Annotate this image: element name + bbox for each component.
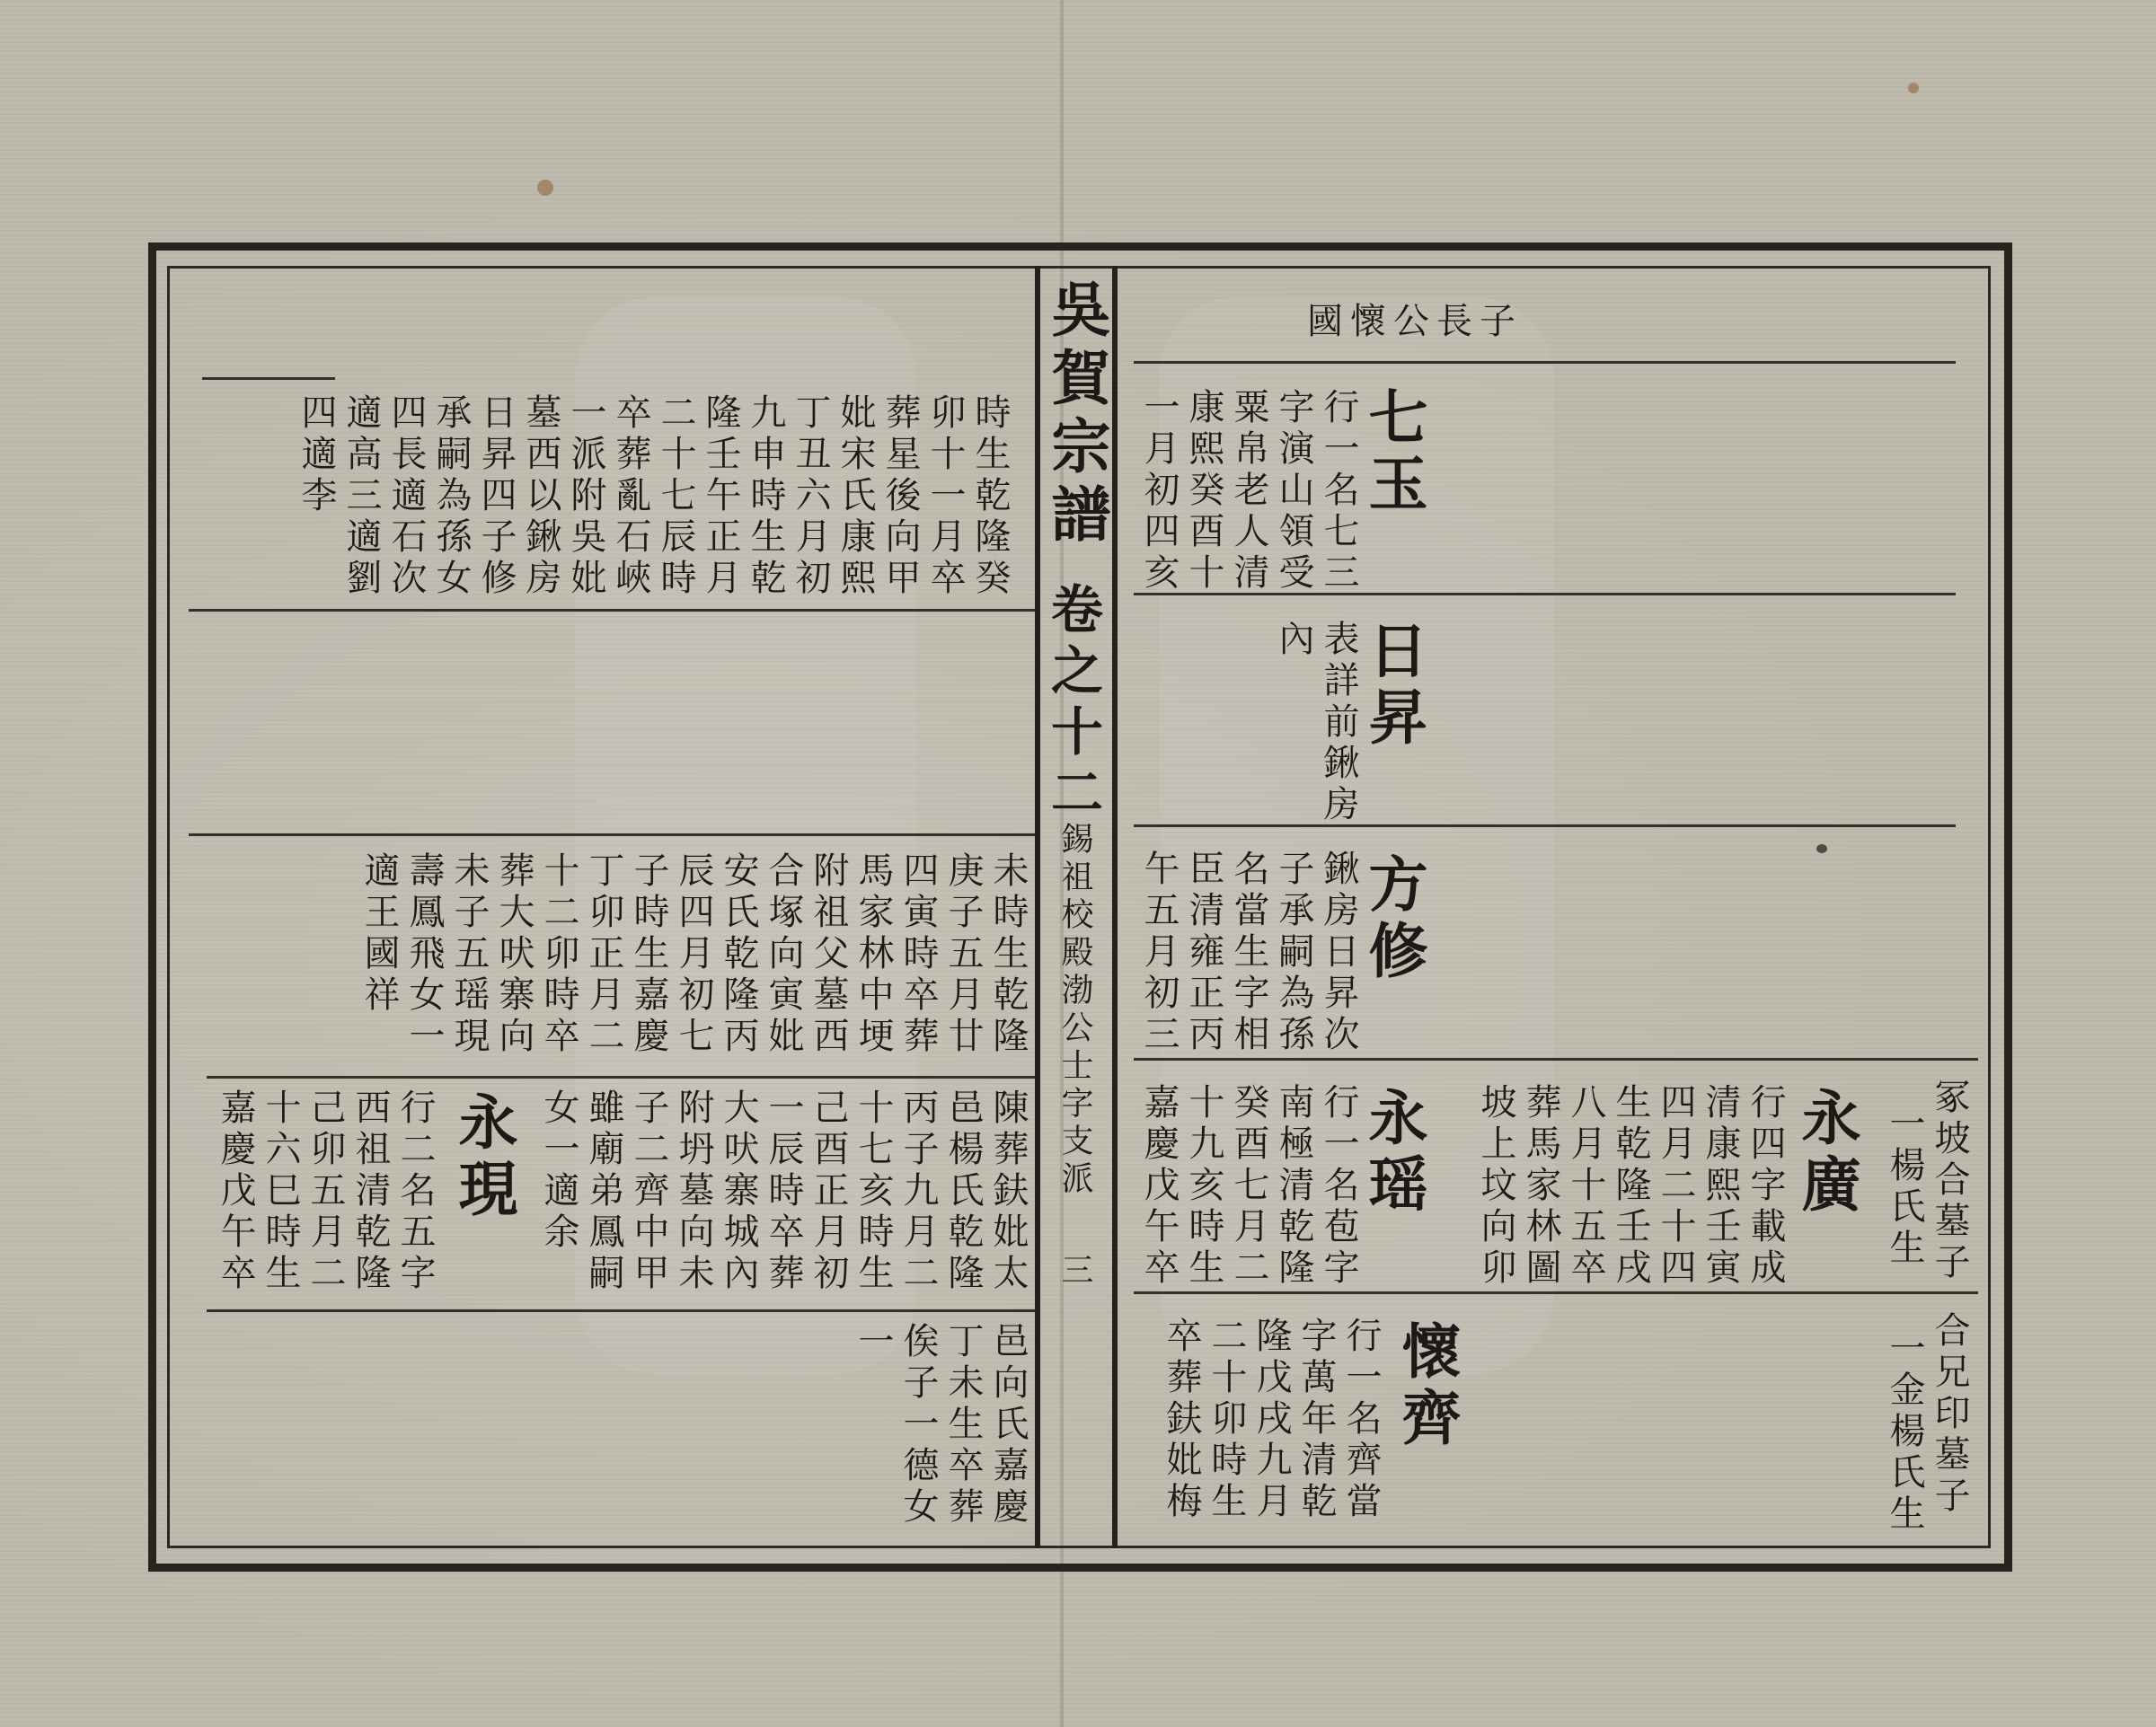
text-column: 墓西以鍬房 xyxy=(520,393,561,600)
text-column: 葬大吠寨向 xyxy=(493,851,535,1058)
text-column: 子承嗣為孫 xyxy=(1273,850,1314,1056)
text-column: 附坍墓向未 xyxy=(673,1088,714,1295)
text-column: 癸酉七月二 xyxy=(1228,1083,1269,1290)
text-column: 壽鳳飛女一 xyxy=(403,851,445,1058)
text-column: 名當生字相 xyxy=(1228,850,1269,1056)
text-column: 丁未生卒葬 xyxy=(942,1322,984,1529)
text-column: 時生乾隆癸 xyxy=(969,393,1011,600)
text-column: 十九亥時生 xyxy=(1183,1083,1224,1290)
text-column: 合兄印墓子 xyxy=(1929,1311,1970,1518)
text-column: 丙子九月二 xyxy=(897,1088,939,1295)
generation-name: 七玉 xyxy=(1358,386,1428,519)
rule xyxy=(189,833,1035,836)
text-column: 適高三適劉 xyxy=(340,393,382,600)
rule xyxy=(1134,1291,1978,1294)
text-column: 行一名齊當 xyxy=(1340,1317,1382,1523)
text-column: 嘉慶戊午卒 xyxy=(1138,1083,1180,1290)
text-column: 庚子五月廿 xyxy=(942,851,984,1058)
text-column: 女一適余 xyxy=(538,1088,579,1254)
text-column: 字萬年清乾 xyxy=(1295,1317,1337,1523)
text-column: 十二卯時卒 xyxy=(538,851,579,1058)
text-column: 大吠寨城內 xyxy=(718,1088,759,1295)
rule xyxy=(1134,361,1956,364)
text-column: 俟子一德女 xyxy=(897,1322,939,1529)
text-column: 己卯五月二 xyxy=(305,1088,346,1295)
stain-mark xyxy=(537,180,553,196)
generation-name: 永現 xyxy=(448,1091,518,1224)
text-column: 子時生嘉慶 xyxy=(628,851,669,1058)
generation-name: 日昇 xyxy=(1358,620,1428,753)
text-column: 一月初四亥 xyxy=(1138,388,1180,595)
text-column: 妣宋氏康熙 xyxy=(835,393,876,600)
text-column: 葬星後向甲 xyxy=(879,393,921,600)
rule xyxy=(207,1309,1035,1312)
text-column: 行四字載成 xyxy=(1745,1083,1786,1290)
generation-name: 永廣 xyxy=(1791,1087,1861,1220)
text-column: 雖廟弟鳳嗣 xyxy=(583,1088,624,1295)
text-column: 日昇四子修 xyxy=(475,393,517,600)
text-column: 馬家林中埂 xyxy=(853,851,894,1058)
text-column: 卒葬亂石峽 xyxy=(610,393,651,600)
text-column: 四寅時卒葬 xyxy=(897,851,939,1058)
text-column: 康熙癸酉十 xyxy=(1183,388,1224,595)
text-column: 一楊氏生 xyxy=(1884,1105,1925,1270)
text-column: 邑楊氏乾隆 xyxy=(942,1088,984,1295)
text-column: 辰四月初七 xyxy=(673,851,714,1058)
text-column: 南極清乾隆 xyxy=(1273,1083,1314,1290)
text-column: 粟帛老人清 xyxy=(1228,388,1269,595)
text-column: 隆壬午正月 xyxy=(700,393,741,600)
text-column: 己酉正月初 xyxy=(808,1088,849,1295)
text-column: 一 xyxy=(853,1322,894,1363)
generation-name: 方修 xyxy=(1358,853,1428,986)
text-column: 表詳前鍬房 xyxy=(1318,620,1359,826)
text-column: 丁丑六月初 xyxy=(790,393,831,600)
text-column: 坡上坟向卯 xyxy=(1475,1083,1516,1290)
text-column: 一辰時卒葬 xyxy=(763,1088,804,1295)
text-column: 二十卯時生 xyxy=(1206,1317,1247,1523)
text-column: 適王國祥 xyxy=(358,851,400,1017)
text-column: 承嗣為孫女 xyxy=(430,393,472,600)
text-column: 卒葬鈇妣梅 xyxy=(1161,1317,1202,1523)
text-column: 陳葬鈇妣太 xyxy=(987,1088,1029,1295)
text-column: 行一名苞字 xyxy=(1318,1083,1359,1290)
text-column: 一派附吳妣 xyxy=(565,393,606,600)
text-column: 隆戊戌九月 xyxy=(1250,1317,1292,1523)
text-column: 葬馬家林圖 xyxy=(1520,1083,1561,1290)
text-column: 未時生乾隆 xyxy=(987,851,1029,1058)
text-column: 安氏乾隆丙 xyxy=(718,851,759,1058)
branch-label: 錫祖校殿渤公士字支派 xyxy=(1056,822,1093,1199)
text-column: 子二齊中甲 xyxy=(628,1088,669,1295)
right-page-header: 國懷公長子 xyxy=(1307,301,1523,342)
text-column: 四月二十四 xyxy=(1655,1083,1696,1290)
text-column: 四長適石次 xyxy=(385,393,427,600)
text-column: 鍬房日昇次 xyxy=(1318,850,1359,1056)
text-column: 卯十一月卒 xyxy=(924,393,966,600)
text-column: 八月十五卒 xyxy=(1565,1083,1606,1290)
text-column: 行二名五字 xyxy=(394,1088,436,1295)
generation-name: 懷齊 xyxy=(1392,1320,1462,1453)
text-column: 嘉慶戊午卒 xyxy=(215,1088,256,1295)
text-column: 邑向氏嘉慶 xyxy=(987,1322,1029,1529)
volume-label: 卷之十二 xyxy=(1042,582,1103,826)
page-number: 三 xyxy=(1056,1253,1093,1291)
text-column: 西祖清乾隆 xyxy=(349,1088,391,1295)
text-column: 臣清雍正丙 xyxy=(1183,850,1224,1056)
text-column: 行一名七三 xyxy=(1318,388,1359,595)
text-column: 清康熙壬寅 xyxy=(1700,1083,1741,1290)
text-column: 十七亥時生 xyxy=(853,1088,894,1295)
rule xyxy=(207,1076,1035,1079)
rule xyxy=(189,609,1035,612)
text-column: 十六巳時生 xyxy=(260,1088,301,1295)
rule xyxy=(1134,1058,1978,1061)
text-column: 一金楊氏生 xyxy=(1884,1329,1925,1536)
text-column: 四適李 xyxy=(296,393,337,517)
text-column: 冢坡合墓子 xyxy=(1929,1078,1970,1284)
text-column: 九申時生乾 xyxy=(745,393,786,600)
text-column: 合塚向寅妣 xyxy=(763,851,804,1058)
text-column: 午五月初三 xyxy=(1138,850,1180,1056)
text-column: 字演山領受 xyxy=(1273,388,1314,595)
text-column: 生乾隆壬戌 xyxy=(1610,1083,1651,1290)
text-column: 二十七辰時 xyxy=(655,393,696,600)
text-column: 內 xyxy=(1273,620,1314,661)
text-column: 附祖父墓西 xyxy=(808,851,849,1058)
rule xyxy=(1134,824,1956,827)
book-title: 吳賀宗譜 xyxy=(1041,278,1111,551)
rule xyxy=(202,377,335,380)
stain-mark xyxy=(1908,83,1919,93)
text-column: 未子五瑶現 xyxy=(448,851,490,1058)
text-column: 丁卯正月二 xyxy=(583,851,624,1058)
generation-name: 永瑶 xyxy=(1358,1087,1428,1220)
